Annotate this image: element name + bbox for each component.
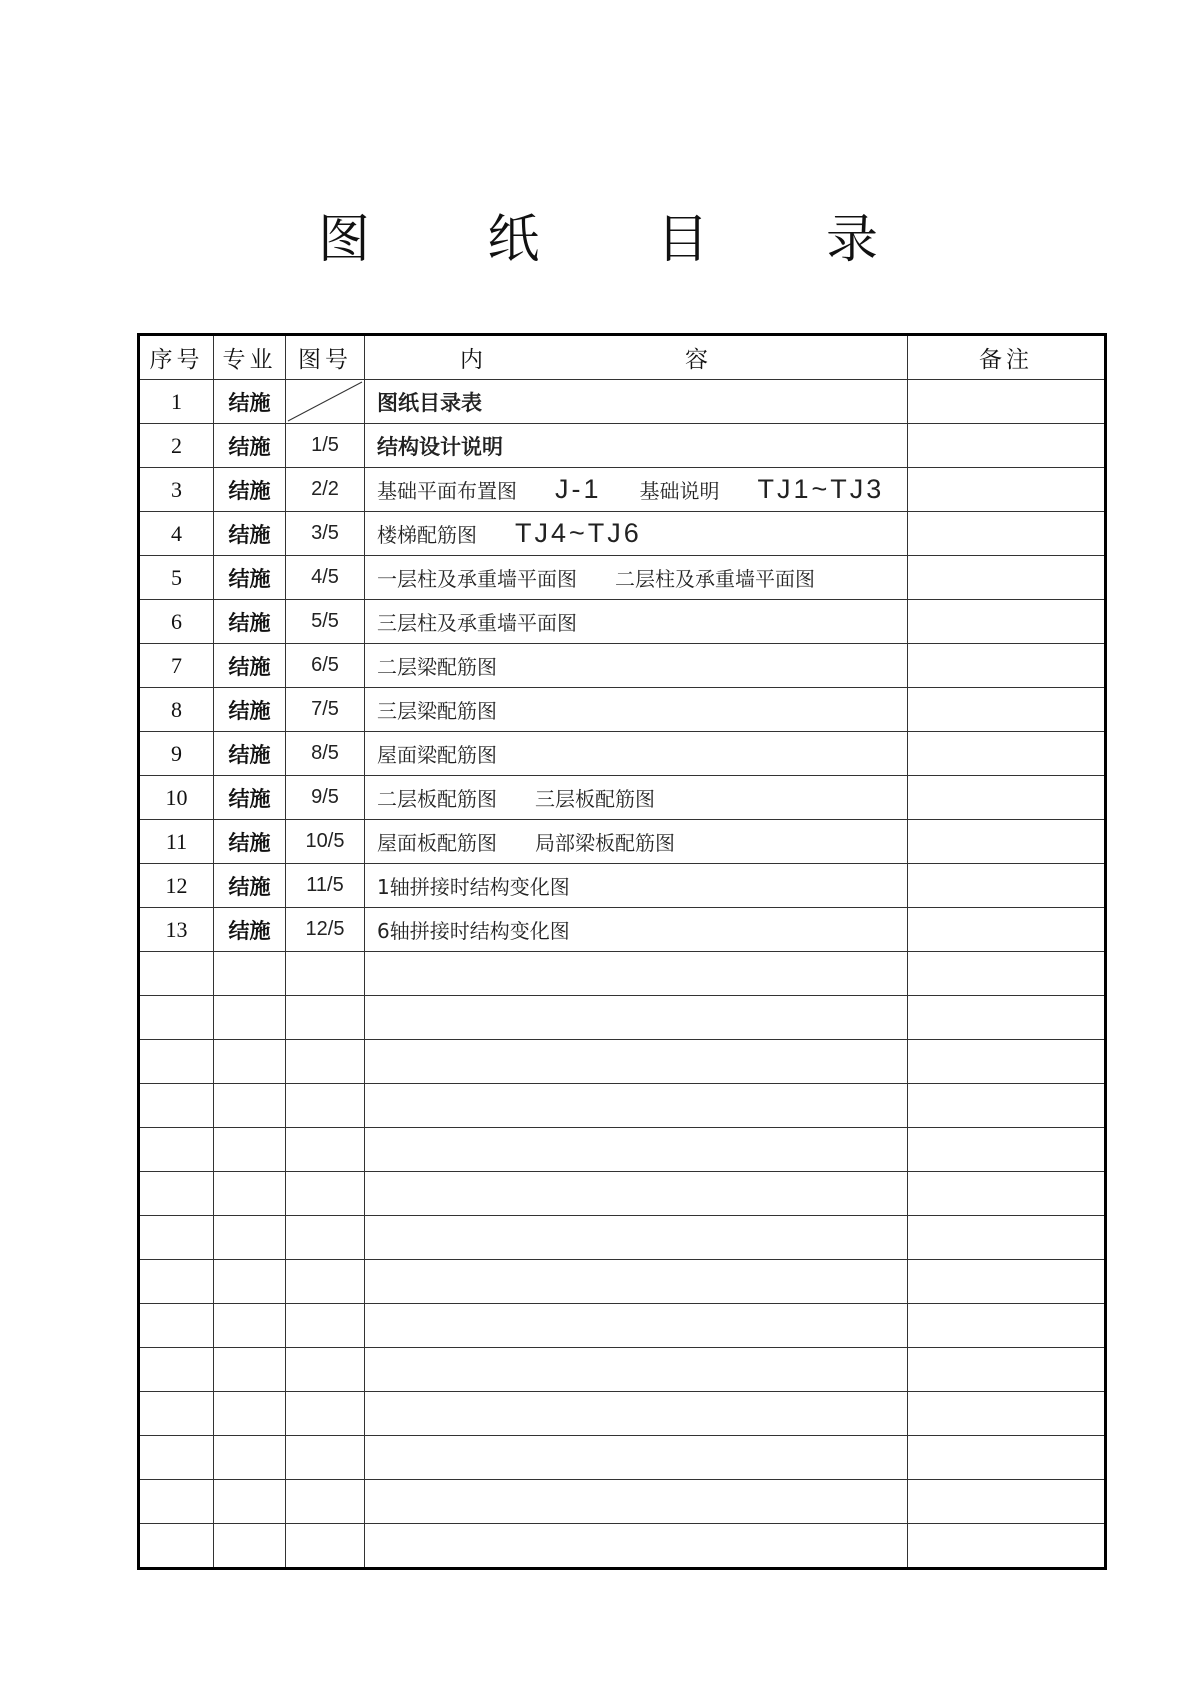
empty-cell xyxy=(286,1040,365,1084)
empty-cell xyxy=(139,1084,214,1128)
empty-cell xyxy=(139,1128,214,1172)
empty-cell xyxy=(139,1304,214,1348)
empty-cell xyxy=(286,996,365,1040)
table-row xyxy=(139,424,1106,468)
row-drawing-no: 1/5 xyxy=(286,424,365,468)
row-remarks xyxy=(908,380,1106,424)
empty-cell xyxy=(908,1040,1106,1084)
empty-cell xyxy=(214,952,286,996)
empty-cell xyxy=(139,1436,214,1480)
content-segment: 屋面板配筋图 xyxy=(377,831,497,855)
row-specialty: 结施 xyxy=(214,644,286,688)
row-no: 12 xyxy=(139,864,214,908)
row-remarks xyxy=(908,512,1106,556)
row-remarks xyxy=(908,556,1106,600)
content-segment: 三层板配筋图 xyxy=(535,787,655,811)
row-drawing-no xyxy=(286,380,365,424)
row-no: 5 xyxy=(139,556,214,600)
table-row xyxy=(139,864,1106,908)
content-segment: TJ4~TJ6 xyxy=(515,518,642,548)
row-content xyxy=(365,556,908,600)
header-content-left: 内 xyxy=(460,347,487,373)
empty-cell xyxy=(908,1216,1106,1260)
header-remarks: 备注 xyxy=(908,335,1106,380)
content-segment: 二层梁配筋图 xyxy=(377,655,497,679)
table-row xyxy=(139,556,1106,600)
row-no: 3 xyxy=(139,468,214,512)
empty-cell xyxy=(908,1304,1106,1348)
empty-cell xyxy=(139,952,214,996)
row-remarks xyxy=(908,864,1106,908)
row-specialty: 结施 xyxy=(214,424,286,468)
empty-cell xyxy=(908,1084,1106,1128)
row-specialty: 结施 xyxy=(214,776,286,820)
row-content xyxy=(365,688,908,732)
row-drawing-no: 6/5 xyxy=(286,644,365,688)
content-segment: 局部梁板配筋图 xyxy=(535,831,675,855)
empty-cell xyxy=(365,1172,908,1216)
content-segment: 屋面梁配筋图 xyxy=(377,743,497,767)
empty-row xyxy=(139,996,1106,1040)
row-no: 8 xyxy=(139,688,214,732)
header-specialty: 专业 xyxy=(214,335,286,380)
empty-cell xyxy=(139,1216,214,1260)
row-remarks xyxy=(908,820,1106,864)
row-content xyxy=(365,820,908,864)
row-specialty: 结施 xyxy=(214,908,286,952)
empty-cell xyxy=(214,1260,286,1304)
empty-cell xyxy=(365,1084,908,1128)
diagonal-slash xyxy=(286,380,364,423)
content-segment: TJ1~TJ3 xyxy=(757,474,885,504)
empty-row xyxy=(139,1524,1106,1569)
table-row xyxy=(139,600,1106,644)
empty-cell xyxy=(908,1348,1106,1392)
row-specialty: 结施 xyxy=(214,732,286,776)
empty-cell xyxy=(286,1260,365,1304)
empty-cell xyxy=(214,1040,286,1084)
row-no: 1 xyxy=(139,380,214,424)
empty-cell xyxy=(286,1524,365,1569)
row-no: 7 xyxy=(139,644,214,688)
drawing-index-table xyxy=(137,333,1107,1570)
empty-cell xyxy=(365,1348,908,1392)
row-remarks xyxy=(908,468,1106,512)
row-content xyxy=(365,512,908,556)
title-char: 图 xyxy=(318,210,371,270)
empty-cell xyxy=(214,1128,286,1172)
empty-cell xyxy=(365,952,908,996)
row-remarks xyxy=(908,600,1106,644)
empty-cell xyxy=(286,1436,365,1480)
empty-cell xyxy=(139,1348,214,1392)
empty-cell xyxy=(286,1304,365,1348)
empty-cell xyxy=(286,1216,365,1260)
empty-cell xyxy=(365,1524,908,1569)
empty-cell xyxy=(214,1084,286,1128)
row-content xyxy=(365,424,908,468)
empty-cell xyxy=(365,1480,908,1524)
row-content xyxy=(365,380,908,424)
empty-cell xyxy=(214,1348,286,1392)
row-drawing-no: 4/5 xyxy=(286,556,365,600)
header-content xyxy=(365,335,908,380)
table-row xyxy=(139,468,1106,512)
row-content xyxy=(365,600,908,644)
table-row xyxy=(139,380,1106,424)
content-segment: 基础平面布置图 xyxy=(377,479,517,503)
empty-cell xyxy=(365,1260,908,1304)
content-segment: 二层板配筋图 xyxy=(377,787,497,811)
empty-cell xyxy=(214,996,286,1040)
row-content xyxy=(365,732,908,776)
table-row xyxy=(139,512,1106,556)
content-segment: 三层梁配筋图 xyxy=(377,699,497,723)
header-no: 序号 xyxy=(139,335,214,380)
row-no: 10 xyxy=(139,776,214,820)
empty-cell xyxy=(214,1524,286,1569)
empty-cell xyxy=(214,1304,286,1348)
row-remarks xyxy=(908,908,1106,952)
empty-cell xyxy=(908,1436,1106,1480)
empty-cell xyxy=(286,1172,365,1216)
empty-cell xyxy=(365,1128,908,1172)
row-content xyxy=(365,864,908,908)
empty-cell xyxy=(365,1392,908,1436)
table-row xyxy=(139,820,1106,864)
table-row xyxy=(139,688,1106,732)
empty-cell xyxy=(908,952,1106,996)
empty-row xyxy=(139,1260,1106,1304)
empty-cell xyxy=(139,1392,214,1436)
title-char: 纸 xyxy=(487,210,540,270)
content-segment: 结构设计说明 xyxy=(377,434,503,459)
empty-cell xyxy=(139,996,214,1040)
table-header-row xyxy=(139,335,1106,380)
empty-cell xyxy=(214,1436,286,1480)
empty-row xyxy=(139,1172,1106,1216)
row-no: 13 xyxy=(139,908,214,952)
row-specialty: 结施 xyxy=(214,556,286,600)
row-drawing-no: 10/5 xyxy=(286,820,365,864)
row-drawing-no: 7/5 xyxy=(286,688,365,732)
row-no: 6 xyxy=(139,600,214,644)
row-remarks xyxy=(908,688,1106,732)
content-segment: J-1 xyxy=(555,474,602,504)
content-segment: 1轴拼接时结构变化图 xyxy=(377,875,570,899)
empty-cell xyxy=(139,1524,214,1569)
row-content xyxy=(365,776,908,820)
empty-cell xyxy=(139,1480,214,1524)
content-segment: 二层柱及承重墙平面图 xyxy=(615,567,815,591)
empty-cell xyxy=(286,1128,365,1172)
empty-cell xyxy=(139,1040,214,1084)
empty-cell xyxy=(286,1084,365,1128)
empty-cell xyxy=(365,996,908,1040)
row-no: 2 xyxy=(139,424,214,468)
row-drawing-no: 5/5 xyxy=(286,600,365,644)
row-specialty: 结施 xyxy=(214,380,286,424)
row-specialty: 结施 xyxy=(214,820,286,864)
row-content xyxy=(365,644,908,688)
empty-row xyxy=(139,1436,1106,1480)
row-drawing-no: 8/5 xyxy=(286,732,365,776)
empty-cell xyxy=(908,996,1106,1040)
empty-row xyxy=(139,1084,1106,1128)
empty-cell xyxy=(139,1172,214,1216)
row-specialty: 结施 xyxy=(214,468,286,512)
empty-row xyxy=(139,1128,1106,1172)
empty-row xyxy=(139,1392,1106,1436)
content-segment: 三层柱及承重墙平面图 xyxy=(377,611,577,635)
empty-cell xyxy=(214,1172,286,1216)
row-no: 9 xyxy=(139,732,214,776)
empty-cell xyxy=(214,1216,286,1260)
empty-row xyxy=(139,1040,1106,1084)
empty-cell xyxy=(365,1216,908,1260)
page-title xyxy=(318,205,878,275)
row-remarks xyxy=(908,424,1106,468)
row-no: 11 xyxy=(139,820,214,864)
title-char: 目 xyxy=(656,210,709,270)
table-row xyxy=(139,776,1106,820)
row-remarks xyxy=(908,776,1106,820)
empty-cell xyxy=(365,1304,908,1348)
empty-cell xyxy=(214,1392,286,1436)
row-content xyxy=(365,908,908,952)
empty-row xyxy=(139,1304,1106,1348)
content-segment: 图纸目录表 xyxy=(377,390,482,415)
empty-cell xyxy=(908,1172,1106,1216)
table-body xyxy=(139,380,1106,1569)
empty-cell xyxy=(908,1128,1106,1172)
empty-cell xyxy=(286,952,365,996)
table-row xyxy=(139,908,1106,952)
empty-row xyxy=(139,1480,1106,1524)
title-char: 录 xyxy=(825,210,878,270)
content-segment: 一层柱及承重墙平面图 xyxy=(377,567,577,591)
row-remarks xyxy=(908,732,1106,776)
empty-row xyxy=(139,1216,1106,1260)
empty-cell xyxy=(286,1480,365,1524)
table-row xyxy=(139,732,1106,776)
row-drawing-no: 11/5 xyxy=(286,864,365,908)
empty-cell xyxy=(908,1480,1106,1524)
empty-row xyxy=(139,1348,1106,1392)
row-drawing-no: 9/5 xyxy=(286,776,365,820)
row-drawing-no: 2/2 xyxy=(286,468,365,512)
empty-cell xyxy=(214,1480,286,1524)
empty-row xyxy=(139,952,1106,996)
row-specialty: 结施 xyxy=(214,688,286,732)
empty-cell xyxy=(908,1260,1106,1304)
empty-cell xyxy=(286,1392,365,1436)
content-segment: 6轴拼接时结构变化图 xyxy=(377,919,570,943)
empty-cell xyxy=(365,1040,908,1084)
header-drawing-no: 图号 xyxy=(286,335,365,380)
content-segment: 基础说明 xyxy=(639,479,720,503)
row-drawing-no: 3/5 xyxy=(286,512,365,556)
row-specialty: 结施 xyxy=(214,864,286,908)
content-segment: 楼梯配筋图 xyxy=(377,523,477,547)
empty-cell xyxy=(139,1260,214,1304)
empty-cell xyxy=(908,1392,1106,1436)
empty-cell xyxy=(908,1524,1106,1569)
row-remarks xyxy=(908,644,1106,688)
row-specialty: 结施 xyxy=(214,600,286,644)
row-no: 4 xyxy=(139,512,214,556)
row-content xyxy=(365,468,908,512)
empty-cell xyxy=(286,1348,365,1392)
table-row xyxy=(139,644,1106,688)
row-drawing-no: 12/5 xyxy=(286,908,365,952)
header-content-right: 容 xyxy=(685,347,712,373)
empty-cell xyxy=(365,1436,908,1480)
row-specialty: 结施 xyxy=(214,512,286,556)
